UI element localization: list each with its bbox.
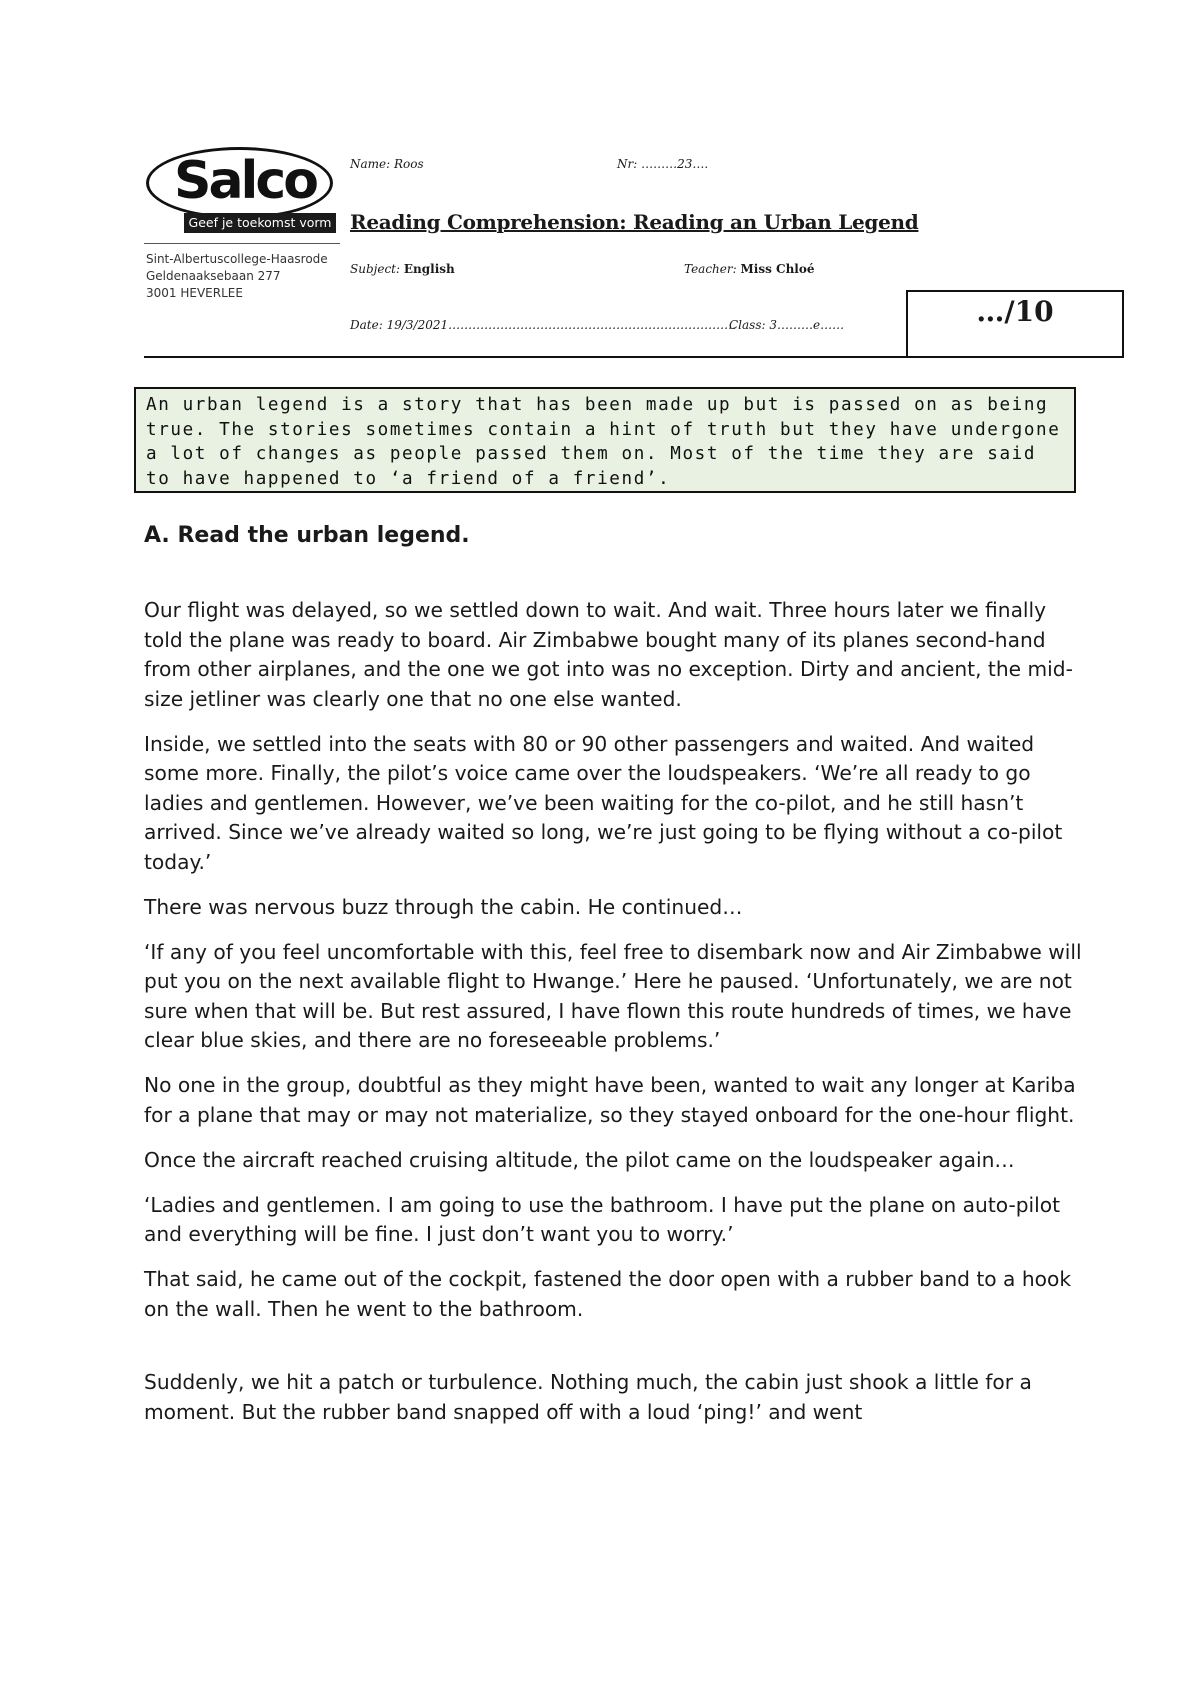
subject-field — [350, 262, 455, 276]
story-paragraph: That said, he came out of the cockpit, fastened the door open with a rubber band to a hook on the wall. Then he went to the bathroom. — [144, 1267, 1072, 1321]
section-heading: A. Read the urban legend. — [144, 523, 470, 548]
school-name: Sint-Albertuscollege-Haasrode — [146, 252, 328, 266]
teacher-field — [684, 262, 815, 276]
story-paragraph: Our flight was delayed, so we settled down to wait. And wait. Three hours later we finally told the plane was ready to board. Air Zimbabwe bought many of its planes second-hand from other airplanes, and the one we got into was no exception. Dirty and ancient, the mid-size jetliner was clearly one that no one else wanted. — [144, 598, 1073, 711]
date-field — [350, 318, 736, 332]
class-field — [729, 318, 844, 332]
score-box — [906, 290, 1124, 358]
logo-divider — [144, 243, 340, 244]
nr-field — [617, 157, 708, 171]
teacher-label: Teacher: — [684, 262, 737, 276]
header-rule — [144, 356, 906, 358]
name-field — [350, 157, 424, 171]
score-value: …/10 — [976, 295, 1054, 328]
class-value: 3………e…… — [769, 318, 845, 332]
story-paragraph: ‘Ladies and gentlemen. I am going to use the bathroom. I have put the plane on auto-pilot and everything will be fine. I just don’t want you to worry.’ — [144, 1192, 1061, 1246]
school-street: Geldenaaksebaan 277 — [146, 269, 281, 283]
story-paragraph: Inside, we settled into the seats with 80 or 90 other passengers and waited. And waited some more. Finally, the pilot’s voice came over the loudspeakers. ‘We’re all ready to go ladies and gentlemen. However, we’ve been waiting for the co-pilot, and he still hasn’t arrived. Since we’ve already waited so long, we’re just going to be flying without a co-pilot today.’ — [144, 731, 1063, 874]
nr-label: Nr: — [617, 157, 638, 171]
story-text — [144, 596, 1084, 1443]
date-value: 19/3/2021……………………………………………………………… — [386, 318, 737, 332]
worksheet-title: Reading Comprehension: Reading an Urban Legend — [350, 210, 919, 234]
nr-value: ………23…. — [641, 157, 709, 171]
date-label: Date: — [350, 318, 383, 332]
definition-box: An urban legend is a story that has been made up but is passed on as being true. The stories sometimes contain a hint of truth but they have undergone a lot of changes as people passed them on. Most of the time they are said to have happened to ‘a friend of a friend’. — [134, 387, 1076, 493]
class-label: Class: — [729, 318, 766, 332]
story-paragraph: ‘If any of you feel uncomfortable with this, feel free to disembark now and Air Zimbabwe will put you on the next available flight to Hwange.’ Here he paused. ‘Unfortunately, we are not sure when that will be. But rest assured, I have flown this route hundreds of times, we have clear blue skies, and there are no foreseeable problems.’ — [144, 939, 1082, 1052]
school-address — [146, 251, 328, 302]
name-label: Name: — [350, 157, 391, 171]
subject-label: Subject: — [350, 262, 401, 276]
name-value: Roos — [394, 157, 424, 171]
logo-tagline: Geef je toekomst vorm — [184, 213, 336, 233]
story-paragraph: Once the aircraft reached cruising altitude, the pilot came on the loudspeaker again… — [144, 1147, 1015, 1172]
story-paragraph: Suddenly, we hit a patch or turbulence. Nothing much, the cabin just shook a little for a moment. But the rubber band snapped off with a loud ‘ping!’ and went — [144, 1370, 1032, 1424]
logo-wordmark: Salco — [174, 151, 316, 211]
school-city: 3001 HEVERLEE — [146, 286, 243, 300]
story-paragraph: No one in the group, doubtful as they might have been, wanted to wait any longer at Kariba for a plane that may or may not materialize, so they stayed onboard for the one-hour flight. — [144, 1073, 1076, 1127]
subject-value: English — [403, 262, 455, 276]
teacher-value: Miss Chloé — [740, 262, 815, 276]
story-paragraph: There was nervous buzz through the cabin. He continued… — [144, 894, 743, 919]
